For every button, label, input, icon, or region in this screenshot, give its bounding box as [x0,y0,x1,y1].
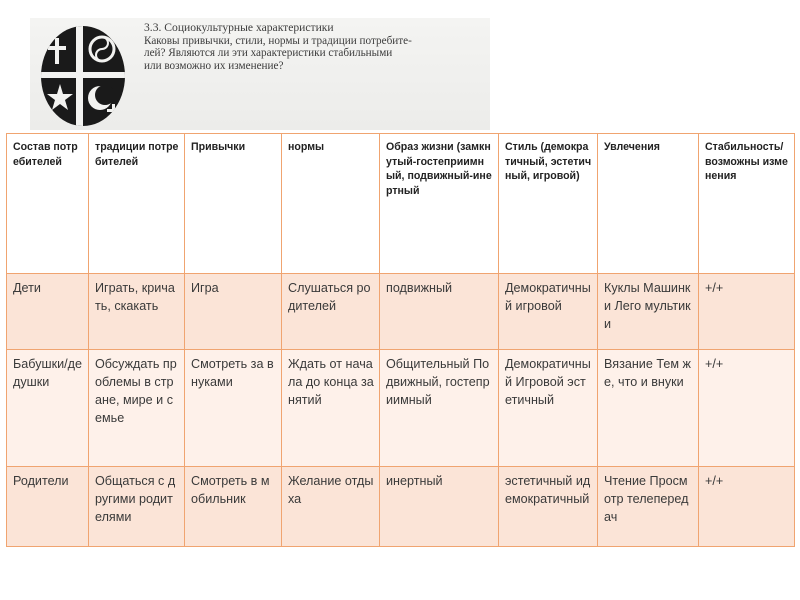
table-cell: подвижный [380,274,499,350]
table-cell: Общительный Подвижный, гостеприимный [380,350,499,467]
table-cell: +/+ [699,467,795,547]
table-cell: +/+ [699,350,795,467]
book-text-block [144,22,474,72]
table-cell: Играть, кричать, скакать [89,274,185,350]
table-cell: +/+ [699,274,795,350]
table-cell: инертный [380,467,499,547]
book-text-line: Каковы привычки, стили, нормы и традиции потребите- [144,34,412,47]
table-cell: Вязание Тем же, что и внуки [598,350,699,467]
table-cell: Желание отдыха [282,467,380,547]
header-cell-stability: Стабильность/ возможны изменения [699,134,795,274]
consumer-characteristics-table [6,133,795,547]
table-row [7,467,795,547]
table-cell: Чтение Просмотр телепередач [598,467,699,547]
header-cell-lifestyle: Образ жизни (замкнутый-гостеприимный, подвижный-инертный [380,134,499,274]
table-cell: Демократичный Игровой эстетичный [499,350,598,467]
book-text-line: лей? Являются ли эти характеристики стабильными [144,47,393,60]
table-cell: Куклы Машинки Лего мультики [598,274,699,350]
table-cell: Обсуждать проблемы в стране, мире и семье [89,350,185,467]
table-cell: Игра [185,274,282,350]
table-cell: эстетичный идемократичный [499,467,598,547]
header-cell-traditions: традиции потребителей [89,134,185,274]
table-header-row [7,134,795,274]
table-cell: Ждать от начала до конца занятий [282,350,380,467]
table-cell: Общаться с другими родителями [89,467,185,547]
table-cell: Слушаться родителей [282,274,380,350]
header-cell-habits: Привычки [185,134,282,274]
table-cell: Демократичный игровой [499,274,598,350]
header-cell-style: Стиль (демократичный, эстетичный, игровой) [499,134,598,274]
book-text-line: или возможно их изменение? [144,59,284,72]
table-cell: Родители [7,467,89,547]
header-cell-norms: нормы [282,134,380,274]
table-row [7,274,795,350]
table-cell: Смотреть в мобильник [185,467,282,547]
table-cell: Смотреть за внуками [185,350,282,467]
table-row [7,350,795,467]
header-cell-hobbies: Увлечения [598,134,699,274]
book-section-heading: 3.3. Социокультурные характеристики [144,21,334,34]
religious-symbols-emblem-icon [38,24,128,128]
table-cell: Бабушки/дедушки [7,350,89,467]
table-cell: Дети [7,274,89,350]
header-cell-composition: Состав потребителей [7,134,89,274]
